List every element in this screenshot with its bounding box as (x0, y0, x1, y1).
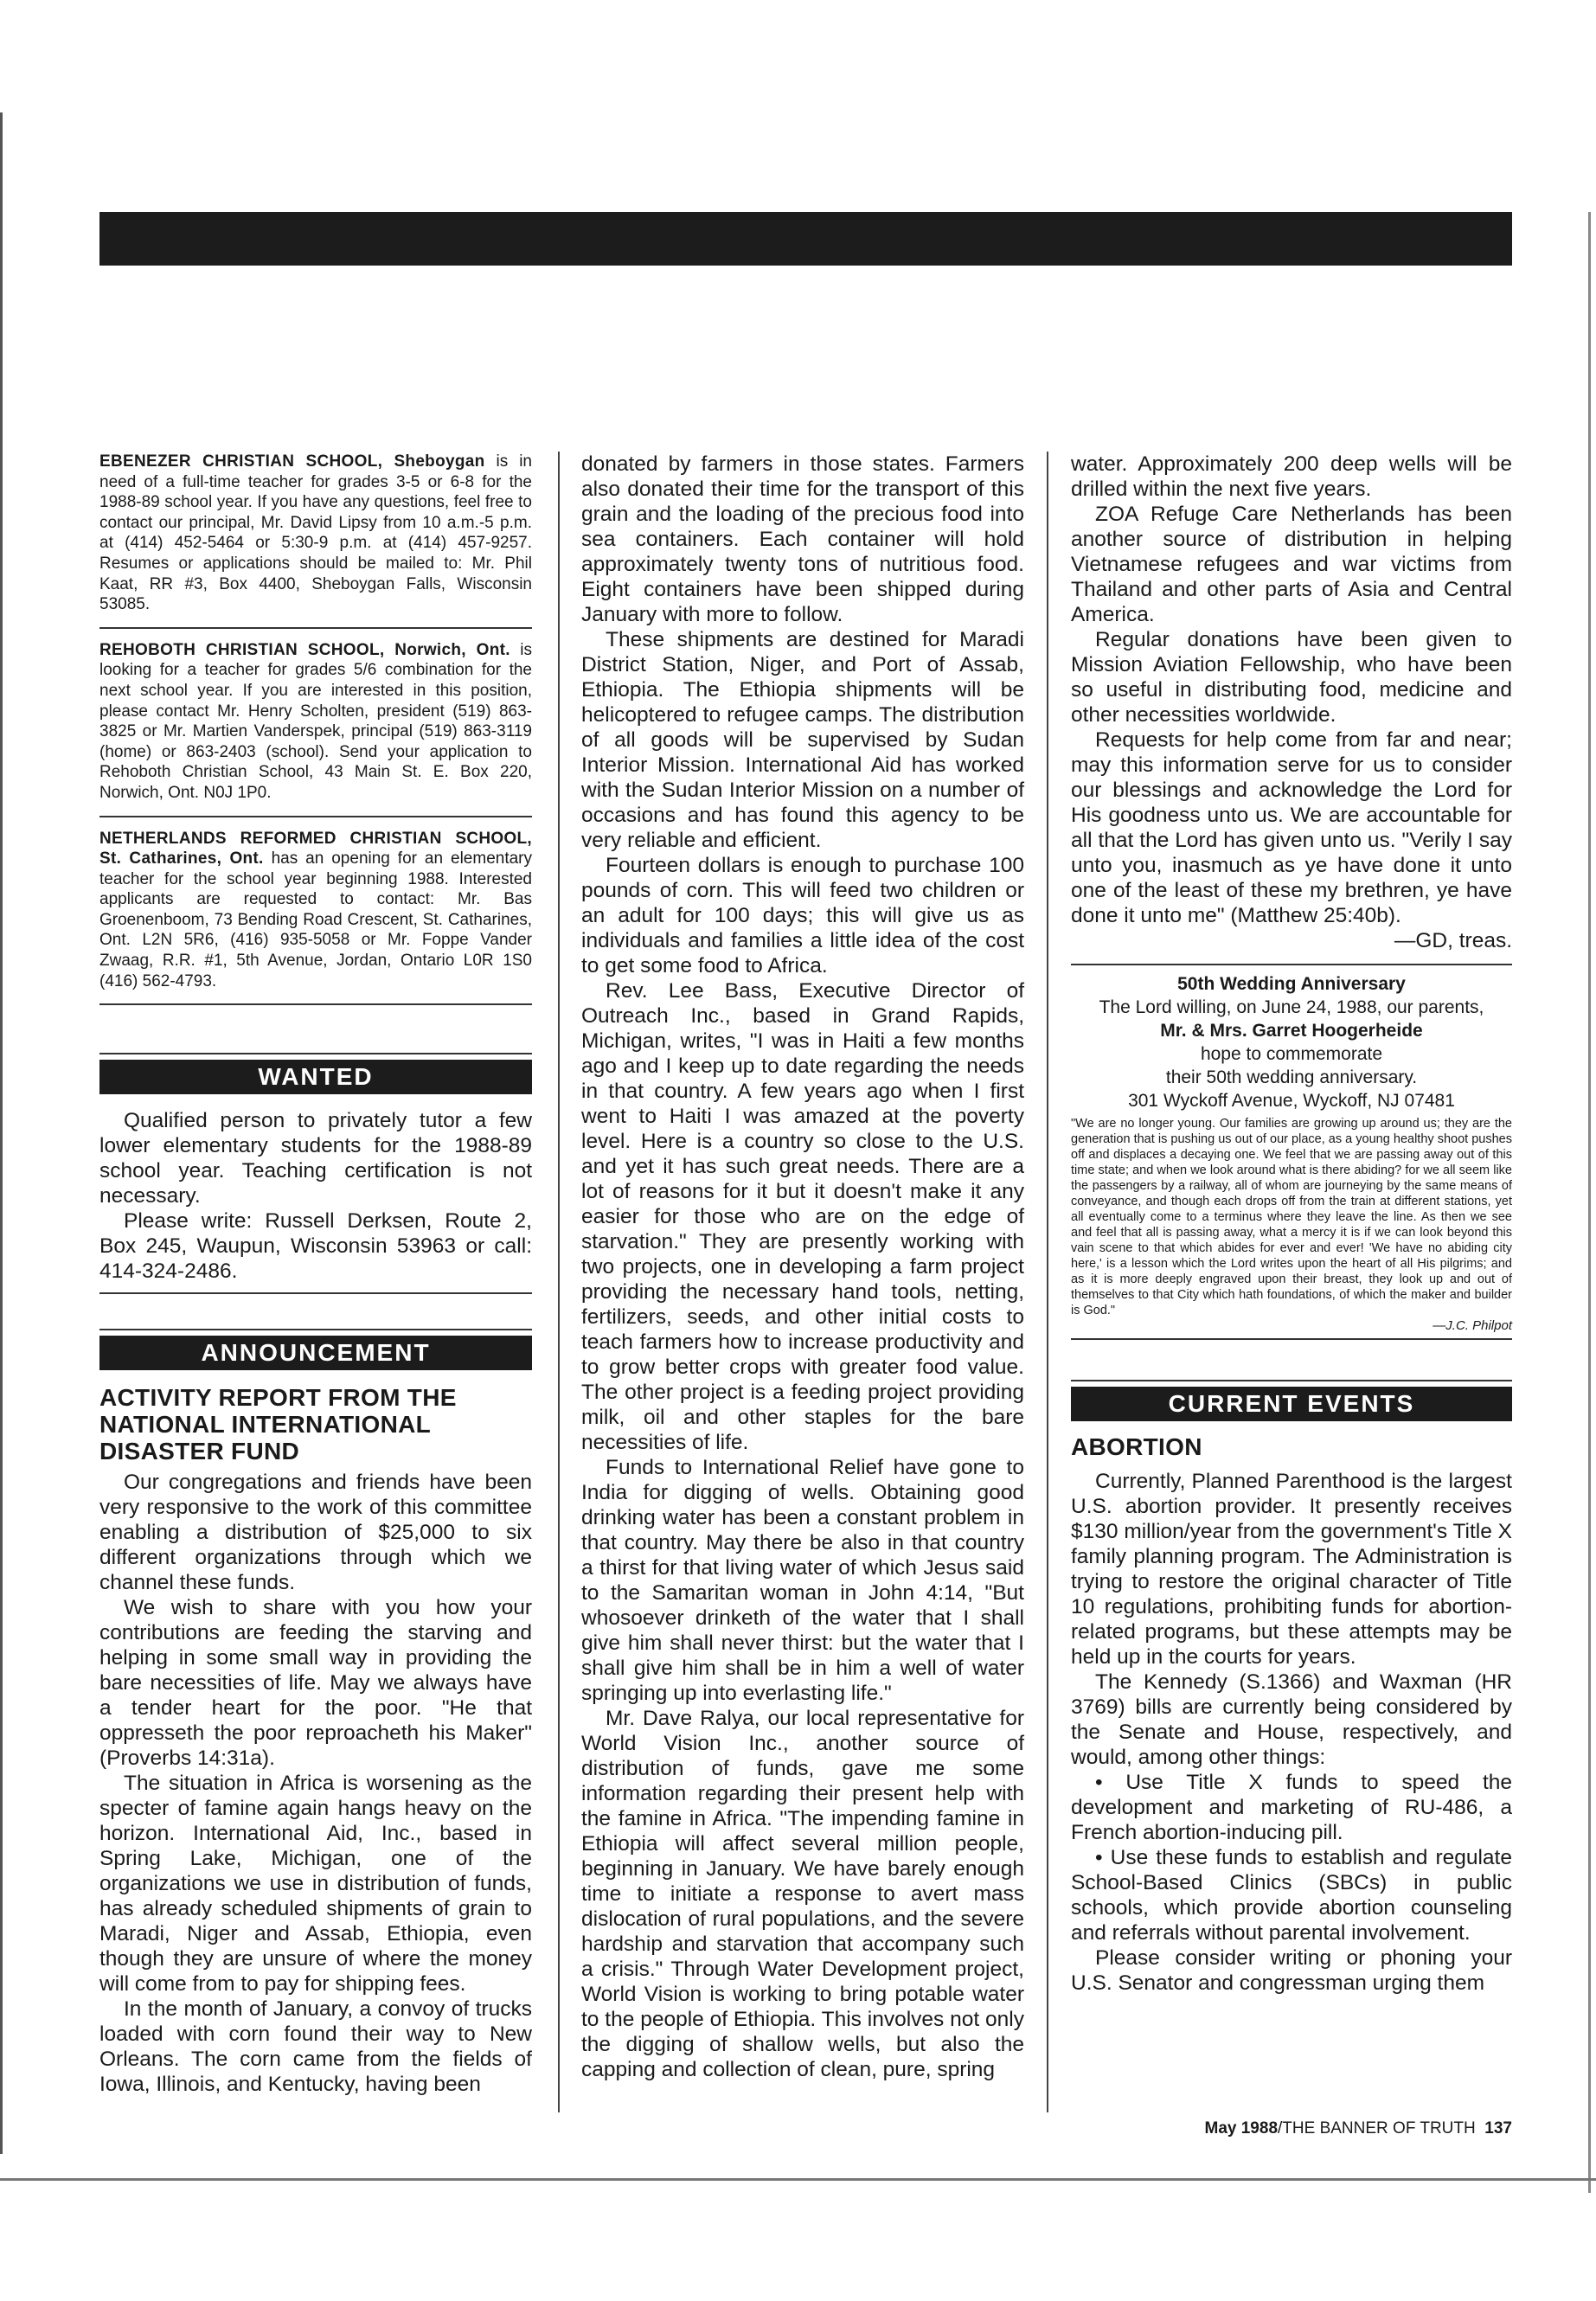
column-3 (1071, 452, 1512, 1996)
article-paragraph: Regular donations have been given to Mission Aviation Fellowship, who have been so useful in distributing food, medicine and other necessities worldwide. (1071, 628, 1512, 727)
column-divider-1 (558, 452, 560, 2112)
issue-date: May 1988 (1204, 2119, 1279, 2138)
abortion-paragraph: Please consider writing or phoning your U.S. Senator and congressman urging them (1071, 1946, 1512, 1995)
quote-author: —J.C. Philpot (1433, 1318, 1512, 1333)
column-divider-2 (1047, 452, 1048, 2112)
wedding-notice (1071, 972, 1512, 1112)
column-2 (581, 452, 1024, 2082)
wanted-paragraph: Please write: Russell Derksen, Route 2, Box 245, Waupun, Wisconsin 53963 or call: 414-324-2486. (99, 1209, 532, 1284)
abortion-paragraph: The Kennedy (S.1366) and Waxman (HR 3769) bills are currently being considered by the Senate and House, respectively, and would, among other things: (1071, 1670, 1512, 1769)
wedding-address: 301 Wyckoff Avenue, Wyckoff, NJ 07481 (1128, 1091, 1455, 1111)
wedding-line: The Lord willing, on June 24, 1988, our parents, (1099, 997, 1484, 1017)
wedding-quote: "We are no longer young. Our families are growing up around us; they are the generation that is pushing us out of our place, as a young healthy shoot pushes off and displaces a decaying one. We feel that we are passing away out of this time state; and when we look around what is there abiding? for we all seem like the passengers by a railway, all of whom are journeying by the same means of conveyance, and though each drops off from the train at different stations, yet all eventually come to a terminus where they leave the line. As then we see and feel that all is passing away, what a mercy it is if we can look beyond this vain scene to that which abides for ever and ever! 'We have no abiding city here,' is a lesson which the Lord writes upon the heart of all His pilgrims; and as it is more deeply engraved upon their breast, they look up and out of themselves to that City which hath foundations, of which the maker and builder is God." (1071, 1117, 1512, 1317)
abortion-title: ABORTION (1071, 1433, 1202, 1460)
wanted-body (99, 1108, 532, 1284)
current-events-banner: CURRENT EVENTS (1071, 1387, 1512, 1421)
wedding-names: Mr. & Mrs. Garret Hoogerheide (1160, 1021, 1423, 1041)
page-footer (1170, 2119, 1512, 2138)
article-paragraph: These shipments are destined for Maradi District Station, Niger, and Port of Assab, Ethiopia. The Ethiopia shipments will be helicoptered to refugee camps. The distribution of all goods will be supervised by Sudan Interior Mission. International Aid has worked with the Sudan Interior Mission on a number of occasions and has found this agency to be very reliable and efficient. (581, 628, 1024, 852)
school-text: is looking for a teacher for grades 5/6 combination for the next school year. If you are interested in this position, please contact Mr. Henry Scholten, president (519) 863-3825 or Mr. Martien Vanderspek, principal (519) 863-3119 (home) or 863-2403 (school). Send your application to Rehoboth Christian School, 43 Main St. E. Box 220, Norwich, Ont. N0J 1P0. (99, 640, 532, 802)
announcement-banner: ANNOUNCEMENT (99, 1336, 532, 1370)
report-paragraph: The situation in Africa is worsening as the specter of famine again hangs heavy on the horizon. International Aid, Inc., based in Spring Lake, Michigan, one of the organizations we use in distribution of funds, has already scheduled shipments of grain to Maradi, Niger and Assab, Ethiopia, even though they are unsure of where the money will come from to pay for shipping fees. (99, 1772, 532, 1997)
wedding-line: hope to commemorate (1200, 1044, 1383, 1064)
school-name: EBENEZER CHRISTIAN SCHOOL, Sheboygan (99, 452, 485, 471)
report-title: ACTIVITY REPORT FROM THE NATIONAL INTERNATIONAL DISASTER FUND (99, 1384, 457, 1465)
school-text: is in need of a full-time teacher for grades 3-5 or 6-8 for the 1988-89 school year. If you have any questions, feel free to contact our principal, Mr. David Lipsy from 10 a.m.-5 p.m. at (414) 452-5464 or 5:30-9 p.m. at (414) 457-9257. Resumes or applications should be mailed to: Mr. Phil Kaat, RR #3, Box 4400, Sheboygan Falls, Wisconsin 53085. (99, 452, 532, 614)
bullet-item: • Use Title X funds to speed the development and marketing of RU-486, a French abortion-inducing pill. (1071, 1771, 1512, 1844)
bullet-item: • Use these funds to establish and regulate School-Based Clinics (SBCs) in public schools, which provide abortion counseling and referrals without parental involvement. (1071, 1846, 1512, 1945)
article-paragraph: Fourteen dollars is enough to purchase 100 pounds of corn. This will feed two children or an adult for 100 days; this will give us as individuals and families a little idea of the cost to get some food to Africa. (581, 854, 1024, 977)
school-notice (99, 452, 532, 629)
article-paragraph: donated by farmers in those states. Farmers also donated their time for the transport of this grain and the loading of the precious food into sea containers. Each container will hold approximately twenty tons of nutritious food. Eight containers have been shipped during January with more to follow. (581, 452, 1024, 626)
school-notice (99, 829, 532, 1006)
school-text: has an opening for an elementary teacher for the school year beginning 1988. Interested applicants are requested to contact: Mr. Bas Groenenboom, 73 Bending Road Crescent, St. Catharines, Ont. L2N 5R6, (416) 935-5058 or Mr. Foppe Vander Zwaag, R.R. #1, 5th Avenue, Jordan, Ontario L0R 1S0 (416) 562-4793. (99, 849, 532, 990)
column-1 (99, 452, 532, 2097)
school-name: NETHERLANDS REFORMED CHRISTIAN SCHOOL, St. Catharines, Ont. (99, 829, 532, 868)
page-number: 137 (1484, 2119, 1512, 2138)
report-paragraph: In the month of January, a convoy of trucks loaded with corn found their way to New Orleans. The corn came from the fields of Iowa, Illinois, and Kentucky, having been (99, 1997, 532, 2097)
article-paragraph: water. Approximately 200 deep wells will be drilled within the next five years. (1071, 452, 1512, 501)
article-paragraph: Funds to International Relief have gone to India for digging of wells. Obtaining good drinking water has been a constant problem in that country. May there be also in that country a thirst for that living water of which Jesus said to the Samaritan woman in John 4:14, "But whosoever drinketh of the water that I shall give him shall never thirst: but the water that I shall give him shall be in him a well of water springing up into everlasting life." (581, 1456, 1024, 1705)
wedding-line: their 50th wedding anniversary. (1165, 1067, 1418, 1087)
article-continuation (1071, 452, 1512, 953)
article-paragraph: Requests for help come from far and near; may this information serve for us to consider our blessings and acknowledge the Lord for His goodness unto us. We are accountable for all that the Lord has given unto us. "Verily I say unto you, inasmuch as ye have done it unto one of the least of these my brethren, ye have done it unto me" (Matthew 25:40b). (1071, 728, 1512, 927)
report-paragraph: Our congregations and friends have been very responsive to the work of this committee enabling a distribution of $25,000 to six different organizations through which we channel these funds. (99, 1471, 532, 1595)
page-edge-bottom (0, 2178, 1596, 2181)
abortion-paragraph: Currently, Planned Parenthood is the largest U.S. abortion provider. It presently receives $130 million/year from the government's Title X family planning program. The Administration is trying to restore the original character of Title 10 regulations, prohibiting funds for abortion-related programs, but these attempts may be held up in the courts for years. (1071, 1470, 1512, 1669)
report-paragraph: We wish to share with you how your contributions are feeding the starving and helping in some small way in providing the bare necessities of life. May we always have a tender heart for the poor. "He that oppresseth the poor reproacheth his Maker" (Proverbs 14:31a). (99, 1596, 532, 1771)
wanted-paragraph: Qualified person to privately tutor a few lower elementary students for the 1988-89 school year. Teaching certification is not necessary. (99, 1109, 532, 1208)
wedding-title: 50th Wedding Anniversary (1177, 974, 1406, 994)
article-paragraph: ZOA Refuge Care Netherlands has been another source of distribution in helping Vietnamese refugees and war victims from Thailand and other parts of Asia and Central America. (1071, 503, 1512, 626)
page-edge-right (1588, 212, 1591, 2193)
school-name: REHOBOTH CHRISTIAN SCHOOL, Norwich, Ont. (99, 640, 510, 659)
school-notice (99, 640, 532, 817)
abortion-body (1071, 1469, 1512, 1996)
page-edge-left (0, 112, 3, 2154)
wanted-banner: WANTED (99, 1060, 532, 1094)
header-band (99, 212, 1512, 266)
article-paragraph: Mr. Dave Ralya, our local representative for World Vision Inc., another source of distribution of funds, gave me some information regarding their present help with the famine in Africa. "The impending famine in Ethiopia will affect several million people, beginning in January. We have barely enough time to initiate a response to avert mass dislocation of rural populations, and the severe hardship and starvation that accompany such a crisis." Through Water Development project, World Vision is working to bring potable water to the people of Ethiopia. This involves not only the digging of shallow wells, but also the capping and collection of clean, pure, spring (581, 1707, 1024, 2081)
signature: —GD, treas. (1394, 929, 1512, 952)
journal-name: /THE BANNER OF TRUTH (1278, 2119, 1476, 2138)
article-paragraph: Rev. Lee Bass, Executive Director of Outreach Inc., based in Grand Rapids, Michigan, writes, "I was in Haiti a few months ago and I keep up to date regarding the needs in that country. A few years ago when I first went to Haiti I was amazed at the poverty level. Here is a country so close to the U.S. and yet it has such great needs. There are a lot of reasons for it but it doesn't make it any easier for those who are on the edge of starvation." They are presently working with two projects, one in developing a farm project providing the necessary hand tools, netting, fertilizers, seeds, and other initial costs to teach farmers how to increase productivity and to grow better crops with greater food value. The other project is a feeding project providing milk, oil and other staples for the bare necessities of life. (581, 979, 1024, 1454)
report-body (99, 1470, 532, 2097)
